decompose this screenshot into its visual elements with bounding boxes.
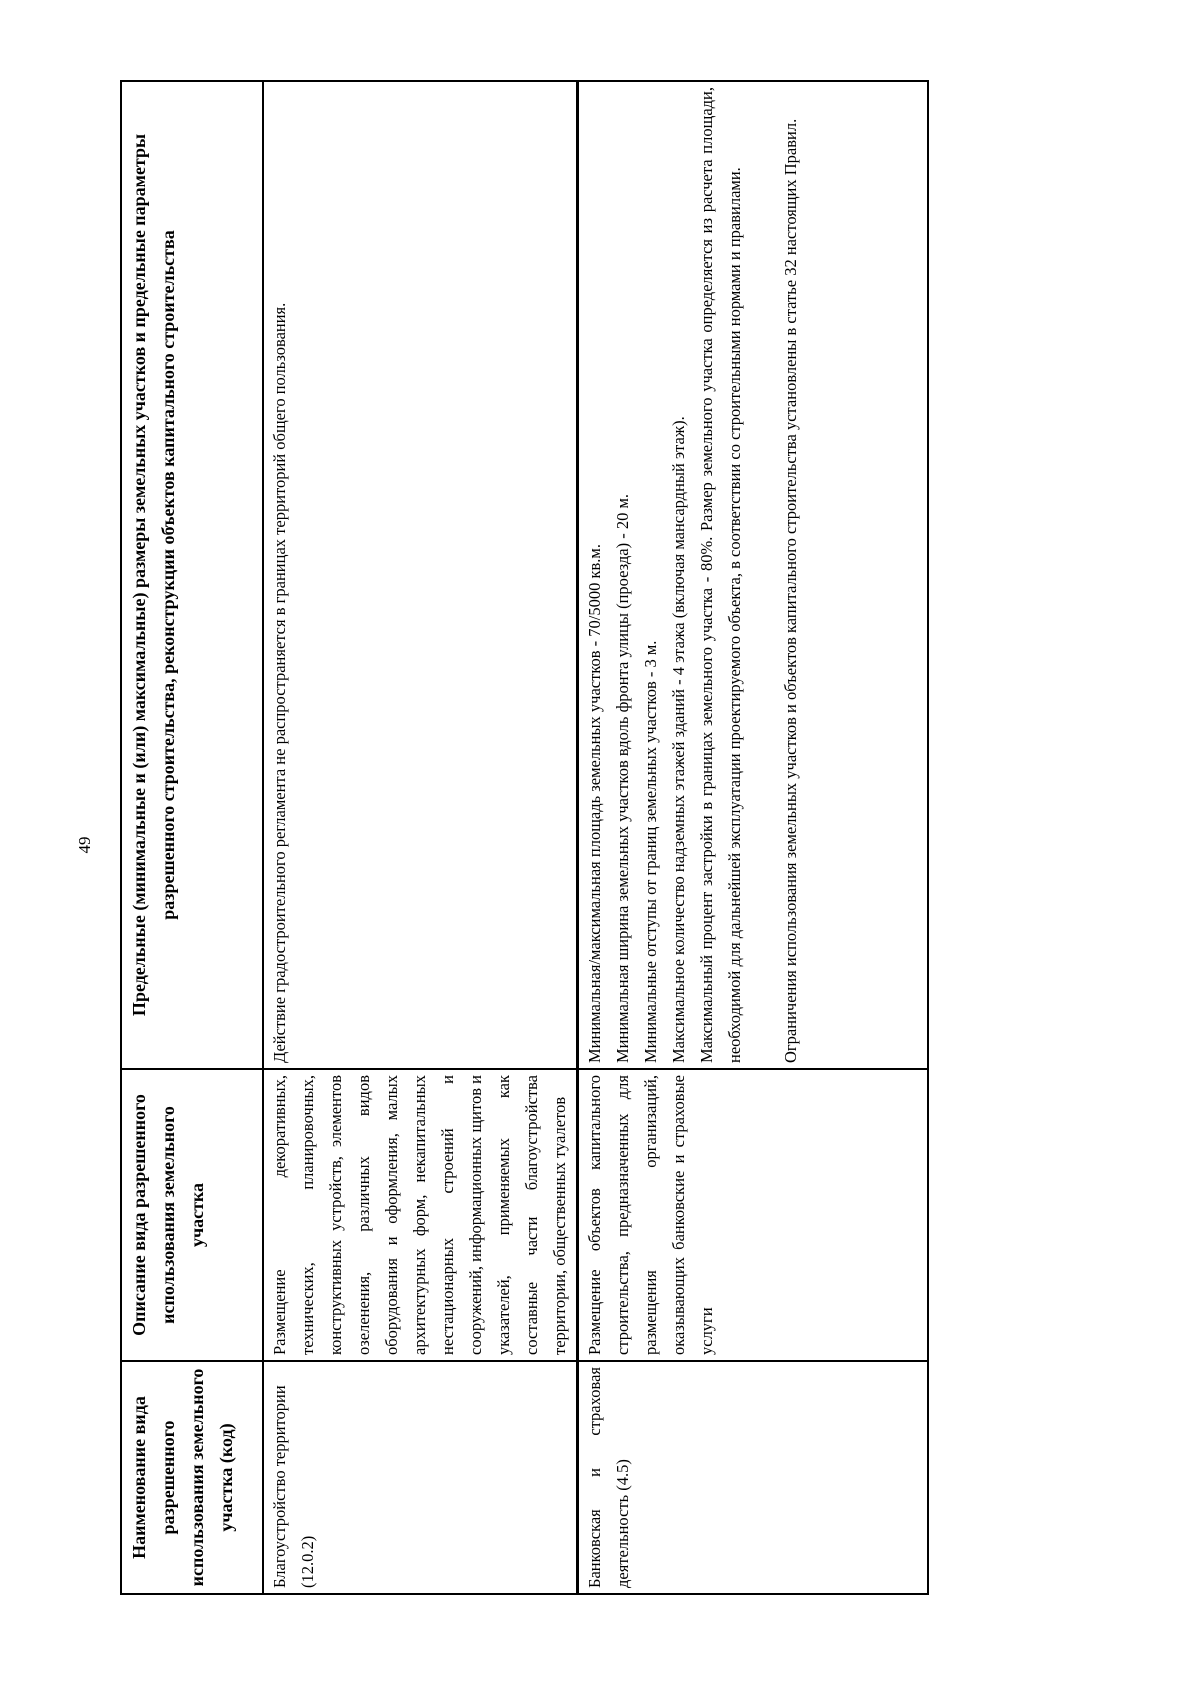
param-line: Минимальная ширина земельных участков вдоль фронта улицы (проезда) - 20 м. [613,493,632,1063]
cell-use-description: Размещение декоративных, технических, планировочных, конструктивных устройств, элементов озеленения, различных видов оборудования и оформления, малых архитектурных форм, некапитальных нестационарных строений и сооружений, информационных щитов и указателей, применяемых как составные части благоустройства территории, общественных туалетов [263,1069,578,1361]
param-spacer [749,87,777,1063]
page-number: 49 [75,836,94,854]
cell-use-description: Размещение объектов капитального строительства, предназначенных для размещения организаций, оказывающих банковские и страховые услуги [578,1069,929,1361]
cell-parameters [578,81,929,1069]
param-line: Минимальные отступы от границ земельных участков - 3 м. [641,640,660,1063]
param-line: Максимальный процент застройки в границах земельного участка - 80%. Размер земельного участка определяется из расчета площади, необходимой для дальнейшей эксплуатации проектируемого объекта, в соответствии со строительными нормами и правилами. [697,87,744,1063]
table-row [578,81,929,1594]
param-line: Минимальная/максимальная площадь земельных участков - 70/5000 кв.м. [585,543,604,1063]
regulations-table [120,80,929,1595]
header-use-name: Наименование вида разрешенного использования земельного участка (код) [121,1361,263,1594]
rotated-table-container [120,82,910,1595]
table-header-row [121,81,263,1594]
cell-parameters [263,81,578,1069]
header-parameters: Предельные (минимальные и (или) максимальные) размеры земельных участков и предельные параметры разрешенного строительства, реконструкции объектов капитального строительства [121,81,263,1069]
param-line: Действие градостроительного регламента не распространяется в границах территорий общего пользования. [270,302,289,1063]
cell-use-name: Банковская и страховая деятельность (4.5) [578,1361,929,1594]
param-line: Максимальное количество надземных этажей зданий - 4 этажа (включая мансардный этаж). [669,416,688,1063]
param-line: Ограничения использования земельных участков и объектов капитального строительства установлены в статье 32 настоящих Правил. [781,118,800,1063]
cell-use-name: Благоустройство территории (12.0.2) [263,1361,578,1594]
table-row [263,81,578,1594]
header-use-description: Описание вида разрешенного использования земельного участка [121,1069,263,1361]
